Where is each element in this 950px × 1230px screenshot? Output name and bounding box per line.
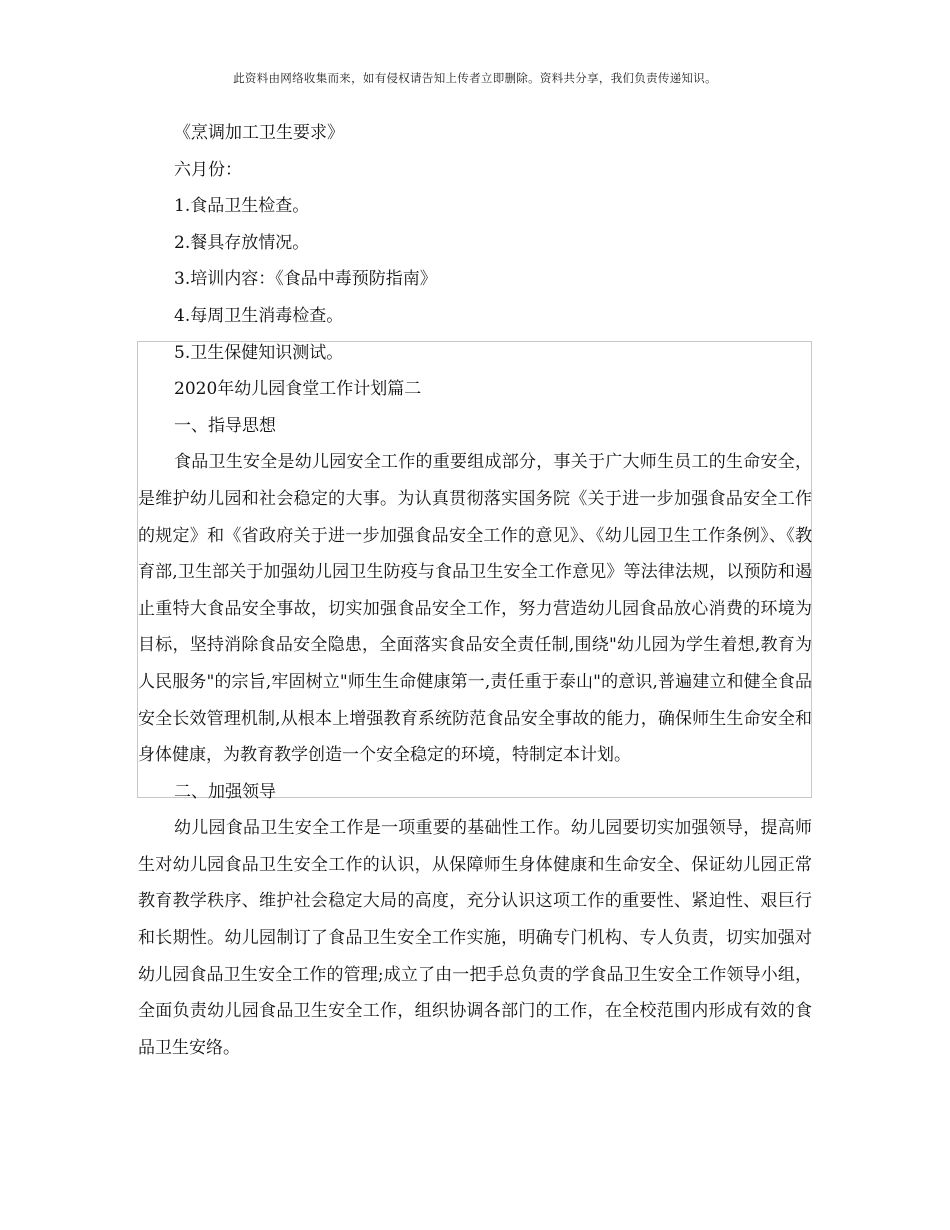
doc-line-item-4: 4.每周卫生消毒检查。 [174, 305, 344, 326]
section1-body: 食品卫生安全是幼儿园安全工作的重要组成部分，事关于广大师生员工的生命安全，是维护幼儿园和社会稳定的大事。为认真贯彻落实国务院《关于进一步加强食品安全工作的规定》和《省政府关于进一步加强食品安全工作的意见》、《幼儿园卫生工作条例》、《教育部,卫生部关于加强幼儿园卫生防疫与食品卫生安全工作意见》等法律法规，以预防和遏止重特大食品安全事故，切实加强食品安全工作，努力营造幼儿园食品放心消费的环境为目标，坚持消除食品安全隐患，全面落实食品安全责任制,围绕"幼儿园为学生着想,教育为人民服务"的宗旨,牢固树立"师生生命健康第一,责任重于泰山"的意识,普遍建立和健全食品安全长效管理机制,从根本上增强教育系统防范食品安全事故的能力，确保师生生命安全和身体健康，为教育教学创造一个安全稳定的环境，特制定本计划。 [138, 452, 812, 766]
plan-title: 2020年幼儿园食堂工作计划篇二 [174, 379, 422, 400]
doc-line-item-5: 5.卫生保健知识测试。 [174, 342, 344, 363]
doc-line-item-2: 2.餐具存放情况。 [174, 232, 310, 253]
doc-line-item-1: 1.食品卫生检查。 [174, 196, 310, 217]
doc-line-month: 六月份： [174, 159, 242, 180]
doc-line-item-3: 3.培训内容：《食品中毒预防指南》 [174, 269, 437, 290]
section2-body: 幼儿园食品卫生安全工作是一项重要的基础性工作。幼儿园要切实加强领导，提高师生对幼儿园食品卫生安全工作的认识，从保障师生身体健康和生命安全、保证幼儿园正常教育教学秩序、维护社会稳定大局的高度，充分认识这项工作的重要性、紧迫性、艰巨行和长期性。幼儿园制订了食品卫生安全工作实施，明确专门机构、专人负责，切实加强对幼儿园食品卫生安全工作的管理;成立了由一把手总负责的学食品卫生安全工作领导小组，全面负责幼儿园食品卫生安全工作，组织协调各部门的工作，在全校范围内形成有效的食品卫生安络。 [138, 818, 812, 1058]
section2-heading: 二、加强领导 [174, 781, 276, 802]
header-notice: 此资料由网络收集而来，如有侵权请告知上传者立即删除。资料共分享，我们负责传递知识。 [233, 71, 717, 85]
document-body [138, 115, 812, 1066]
doc-line-title: 《烹调加工卫生要求》 [174, 123, 344, 143]
section1-heading: 一、指导思想 [174, 415, 276, 436]
